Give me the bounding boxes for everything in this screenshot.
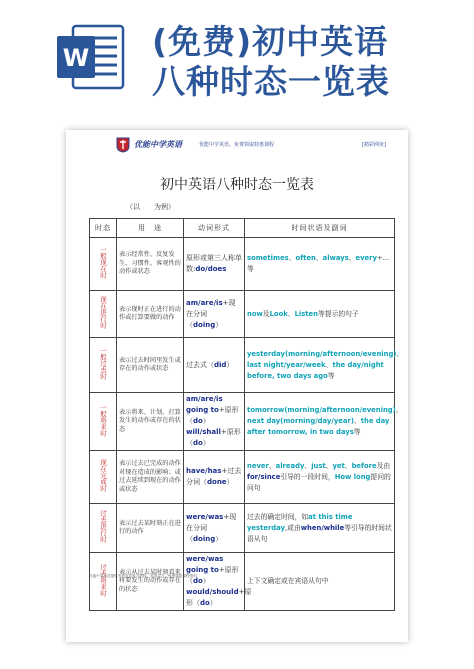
adverbial-segment: when/while <box>300 523 345 532</box>
use-text: 表示经常性、反复发生、习惯性、客观性的动作或状态 <box>119 251 181 276</box>
adverbial-segment: 上下文确定或在宾语从句中 <box>247 577 329 585</box>
verb-form-segment: +原形（ <box>186 588 252 607</box>
verb-form-segment: do <box>200 599 210 607</box>
verb-form-segment: ） <box>226 478 234 486</box>
verb-form-segment: ） <box>215 320 223 329</box>
document-subtitle: （以 为例） <box>126 203 175 211</box>
adverbial-segment: 、 <box>287 309 295 318</box>
brand-logo: 优能中学英语 <box>134 140 182 149</box>
use-text: 表示现时正在进行的动作或打算要做的动作 <box>119 305 181 321</box>
adverbial-segment: 引导的一段时间， <box>280 472 335 481</box>
adverbial-segment: 、 <box>268 461 276 470</box>
adverbial-segment: often <box>295 254 316 262</box>
adverbial-segment: for/since <box>247 472 281 481</box>
adverbial-segment: 等 <box>327 371 335 380</box>
adverbial-segment: at this time yesterday <box>247 512 353 532</box>
table-row <box>90 238 395 291</box>
page-header <box>116 136 398 158</box>
adverbial-segment: Listen <box>294 309 318 318</box>
adverbial-segment: every <box>355 254 377 262</box>
adverbial-segment: 等引导的时间状语从句 <box>247 523 392 543</box>
verb-form-segment: doing <box>193 320 216 329</box>
tense-name: 一般现在时 <box>99 246 107 279</box>
verb-form-segment: do <box>193 417 203 425</box>
header-note: 优能中学英语，免费领取特惠课程 <box>199 142 275 148</box>
verb-form-segment: do <box>193 577 203 585</box>
verb-form-segment: +原形（ <box>186 406 239 425</box>
verb-form-segment: +原形（ <box>186 428 241 447</box>
verb-form-text <box>186 554 252 609</box>
word-document-icon <box>55 24 125 90</box>
use-cell <box>117 451 184 504</box>
use-cell <box>117 393 184 451</box>
verb-form-cell <box>184 553 252 611</box>
adverbial-segment: now <box>247 309 263 318</box>
adverbials-text <box>247 405 403 438</box>
table-row <box>90 451 395 504</box>
adverbial-segment: sometimes <box>247 254 289 262</box>
adverbial-segment: 、 <box>396 349 404 358</box>
adverbial-segment: 等 <box>353 428 361 436</box>
verb-form-cell <box>184 504 245 553</box>
tense-name: 现在完成时 <box>99 459 107 492</box>
adverbial-segment: before <box>351 461 377 470</box>
banner-title-line2: 八种时态一览表 <box>152 62 390 101</box>
tense-name: 一般将来时 <box>99 403 107 437</box>
adverbial-segment: 、 <box>288 254 296 262</box>
header-link[interactable]: [精彩网址] <box>362 142 386 148</box>
adverbial-segment: 、 <box>353 417 361 425</box>
verb-form-text <box>186 512 242 545</box>
verb-form-segment: 原形或第三人称单数: <box>186 254 242 273</box>
verb-form-segment: ） <box>202 577 210 585</box>
adverbial-segment: just <box>311 461 326 470</box>
adverbial-segment: 等提示的句子 <box>318 309 359 318</box>
verb-form-segment: am/are/is going to <box>186 395 223 414</box>
adverbials-cell <box>245 291 395 338</box>
tense-name: 一般过去时 <box>99 347 107 380</box>
banner <box>0 0 474 112</box>
adverbial-segment: How long <box>334 472 371 481</box>
verb-form-text <box>186 253 242 275</box>
verb-form-segment: do <box>193 439 203 447</box>
tense-name: 现在进行时 <box>99 296 107 329</box>
adverbial-segment: Look <box>269 309 288 318</box>
adverbial-segment: 、 <box>325 360 333 369</box>
tense-name: 过去将来时 <box>99 563 107 597</box>
verb-form-cell <box>184 451 245 504</box>
adverbial-segment: 、 <box>304 461 312 470</box>
tense-cell <box>90 291 117 338</box>
table-row <box>90 291 395 338</box>
verb-form-segment: 过去式（ <box>186 360 214 369</box>
adverbials-text <box>247 349 404 382</box>
adverbial-segment: always <box>322 254 349 262</box>
adverbial-segment: +...等 <box>247 254 390 273</box>
tense-cell <box>90 393 117 451</box>
tense-cell <box>90 553 117 611</box>
adverbials-text <box>247 253 392 275</box>
adverbial-segment: 及由 <box>376 461 391 470</box>
verb-form-segment: ） <box>202 417 210 425</box>
verb-form-text <box>186 360 242 371</box>
table-header-row <box>90 219 395 238</box>
adverbial-segment: 、 <box>348 254 356 262</box>
adverbial-segment: never <box>247 461 269 470</box>
verb-form-segment: done <box>207 478 227 486</box>
adverbial-segment: 及 <box>262 309 270 318</box>
banner-title-line1: (免费)初中英语 <box>152 22 389 61</box>
verb-form-segment: would/should <box>186 588 239 596</box>
adverbial-segment: 、 <box>395 406 403 414</box>
adverbial-segment: ,或由 <box>284 523 301 532</box>
adverbials-cell <box>245 553 395 611</box>
table-row <box>90 338 395 393</box>
adverbials-text <box>247 309 392 320</box>
use-cell <box>117 238 184 291</box>
table-row <box>90 393 395 451</box>
header-tense: 时态 <box>90 219 117 238</box>
adverbial-segment: 过去的确定时间，如 <box>247 512 309 521</box>
svg-text:W: W <box>62 44 90 72</box>
verb-form-segment: +原形（ <box>186 566 239 585</box>
verb-form-segment: ） <box>215 534 223 543</box>
use-text: 表示将来、计划、打算发生的动作或存在的状态 <box>119 408 181 433</box>
adverbial-segment: 提问的问句 <box>247 472 391 492</box>
verb-form-segment: ） <box>202 439 210 447</box>
verb-form-segment: do/does <box>195 265 227 273</box>
header-use: 用 途 <box>117 219 184 238</box>
footer-note: 优能中学英语提供中考英语复习资料，英语学习，免费领取课程资料 <box>89 574 197 578</box>
verb-form-segment: did <box>214 360 227 369</box>
header-form: 动词形式 <box>184 219 245 238</box>
adverbial-segment: yesterday(morning/afternoon/evening) <box>247 349 397 358</box>
verb-form-segment: have/has <box>186 467 222 475</box>
banner-title <box>152 22 452 102</box>
adverbial-segment: 、 <box>344 461 352 470</box>
use-text: 表示过去时间里发生或存在的动作或状态 <box>119 356 181 372</box>
verb-form-text <box>186 298 242 331</box>
use-cell <box>117 553 184 611</box>
verb-form-cell <box>184 291 245 338</box>
table-row <box>90 504 395 553</box>
table-row <box>90 553 395 611</box>
adverbials-text <box>247 461 392 494</box>
adverbial-segment: the day/night before, two days ago <box>247 360 384 380</box>
adverbials-cell <box>245 338 404 393</box>
document-page <box>66 130 408 642</box>
adverbials-cell <box>245 393 403 451</box>
header-adverbials: 时间状语及副词 <box>245 219 395 238</box>
tense-cell <box>90 338 117 393</box>
verb-form-text <box>186 394 242 449</box>
verb-form-segment: were/was going to <box>186 555 224 574</box>
adverbials-cell <box>245 238 395 291</box>
adverbial-segment: next day(morning/day/year) <box>247 417 354 425</box>
verb-form-segment: am/are/is <box>186 298 223 307</box>
adverbial-segment: tomorrow(morning/afternoon/evening) <box>247 406 396 414</box>
adverbial-segment: already <box>275 461 305 470</box>
verb-form-segment: +现在分词（ <box>186 512 237 543</box>
verb-form-segment: ） <box>209 599 217 607</box>
use-text: 表示过去某时刻正在进行的动作 <box>119 519 181 535</box>
verb-form-segment: will/shall <box>186 428 221 436</box>
tense-cell <box>90 504 117 553</box>
verb-form-cell <box>184 393 245 451</box>
adverbials-text <box>247 512 392 545</box>
adverbial-segment: last night/year/week <box>247 360 326 369</box>
use-text: 表示过去已完成的动作对现在造成的影响；或过去延续到现在的动作或状态 <box>119 460 181 493</box>
table-body <box>90 238 404 611</box>
use-cell <box>117 504 184 553</box>
tense-name: 过去进行时 <box>99 510 107 543</box>
school-crest-icon <box>116 137 130 153</box>
verb-form-segment: +现在分词（ <box>186 298 236 329</box>
tense-cell <box>90 451 117 504</box>
adverbials-cell <box>245 451 395 504</box>
verb-form-segment: doing <box>193 534 216 543</box>
use-cell <box>117 291 184 338</box>
verb-form-cell <box>184 238 245 291</box>
adverbials-cell <box>245 504 395 553</box>
verb-form-text <box>186 466 242 488</box>
adverbial-segment: yet <box>332 461 345 470</box>
document-title: 初中英语八种时态一览表 <box>160 177 314 193</box>
use-cell <box>117 338 184 393</box>
verb-form-segment: +过去分词（ <box>186 467 242 486</box>
tense-cell <box>90 238 117 291</box>
adverbial-segment: 、 <box>325 461 333 470</box>
adverbial-segment: 、 <box>315 254 323 262</box>
verb-form-cell <box>184 338 245 393</box>
use-text: 表示从过去某时刻看来将要发生的动作或存在的状态 <box>119 568 181 593</box>
verb-form-segment: ） <box>226 360 234 369</box>
tense-table <box>89 218 404 611</box>
verb-form-segment: were/was <box>186 512 224 521</box>
adverbial-segment: the day after tomorrow, in two days <box>247 417 390 436</box>
